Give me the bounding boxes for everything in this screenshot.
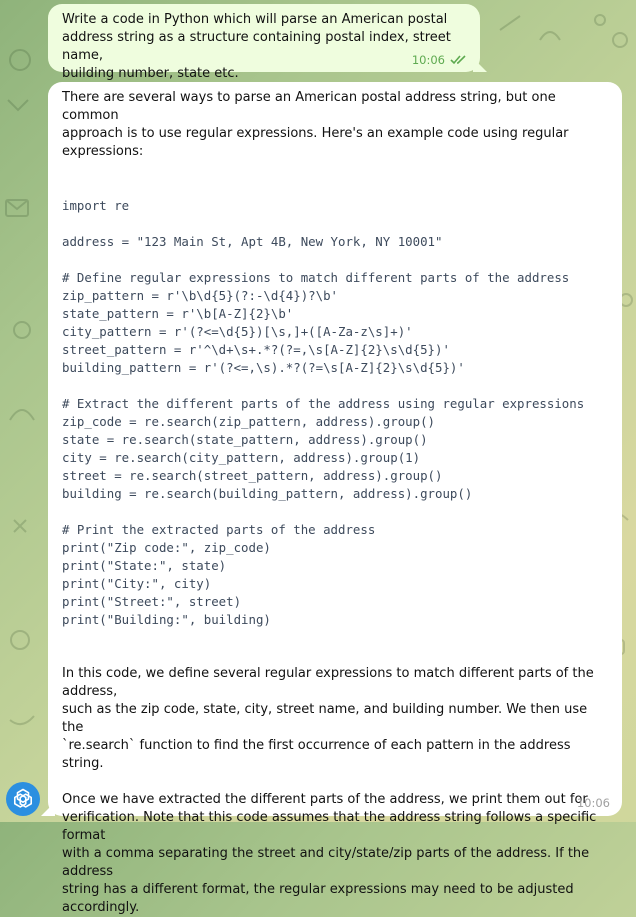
incoming-message[interactable] <box>48 82 622 915</box>
message-conclusion-text: Once we have extracted the different parts of the address, we print them out for verification. Note that this code assumes that the address string follows a specific format with a comma separating the street and city/state/zip parts of the address. If the address string has a different format, the regular expressions may need to be adjusted accordingly. <box>62 792 597 915</box>
outgoing-message-time: 10:06 <box>411 53 445 67</box>
double-check-icon <box>450 55 468 65</box>
openai-logo-icon <box>11 787 35 811</box>
incoming-bubble-tail <box>41 802 55 816</box>
outgoing-bubble-tail <box>473 58 487 72</box>
outgoing-message-meta <box>412 53 468 67</box>
outgoing-message[interactable] <box>48 4 480 81</box>
outgoing-message-text: Write a code in Python which will parse an American postal address string as a structure containing postal index, street name, building number, state etc. <box>62 12 451 81</box>
message-explanation-text: In this code, we define several regular expressions to match different parts of the address, such as the zip code, state, city, street name, and building number. We then use the `re.search` function to find the first occurrence of each pattern in the address string. <box>62 666 594 771</box>
message-intro-text: There are several ways to parse an American postal address string, but one common approach is to use regular expressions. Here's an example code using regular expressions: <box>62 90 569 159</box>
sender-avatar[interactable] <box>6 782 40 816</box>
incoming-message-time: 10:06 <box>576 796 610 810</box>
code-block[interactable]: import re address = "123 Main St, Apt 4B, New York, NY 10001" # Define regular expressions to match different parts of the address zip_pattern = r'\b\d{5}(?:-\d{4})?\b' state_pattern = r'\b[A-Z]{2}\b' city_pattern = r'(?<=\d{5})[\s,]+([A-Za-z\s]+)' street_pattern = r'^\d+\s+.*?(?=,\s[A-Z]{2}\s\d{5})' building_pattern = r'(?<=,\s).*?(?=\s[A-Z]{2}\s\d{5})' # Extract the different parts of the address using regular expressions zip_code = re.search(zip_pattern, address).group() state = re.search(state_pattern, address).group() city = re.search(city_pattern, address).group(1) street = re.search(street_pattern, address).group() building = re.search(building_pattern, address).group() # Print the extracted parts of the address print("Zip code:", zip_code) print("State:", state) print("City:", city) print("Street:", street) print("Building:", building) <box>62 198 585 627</box>
